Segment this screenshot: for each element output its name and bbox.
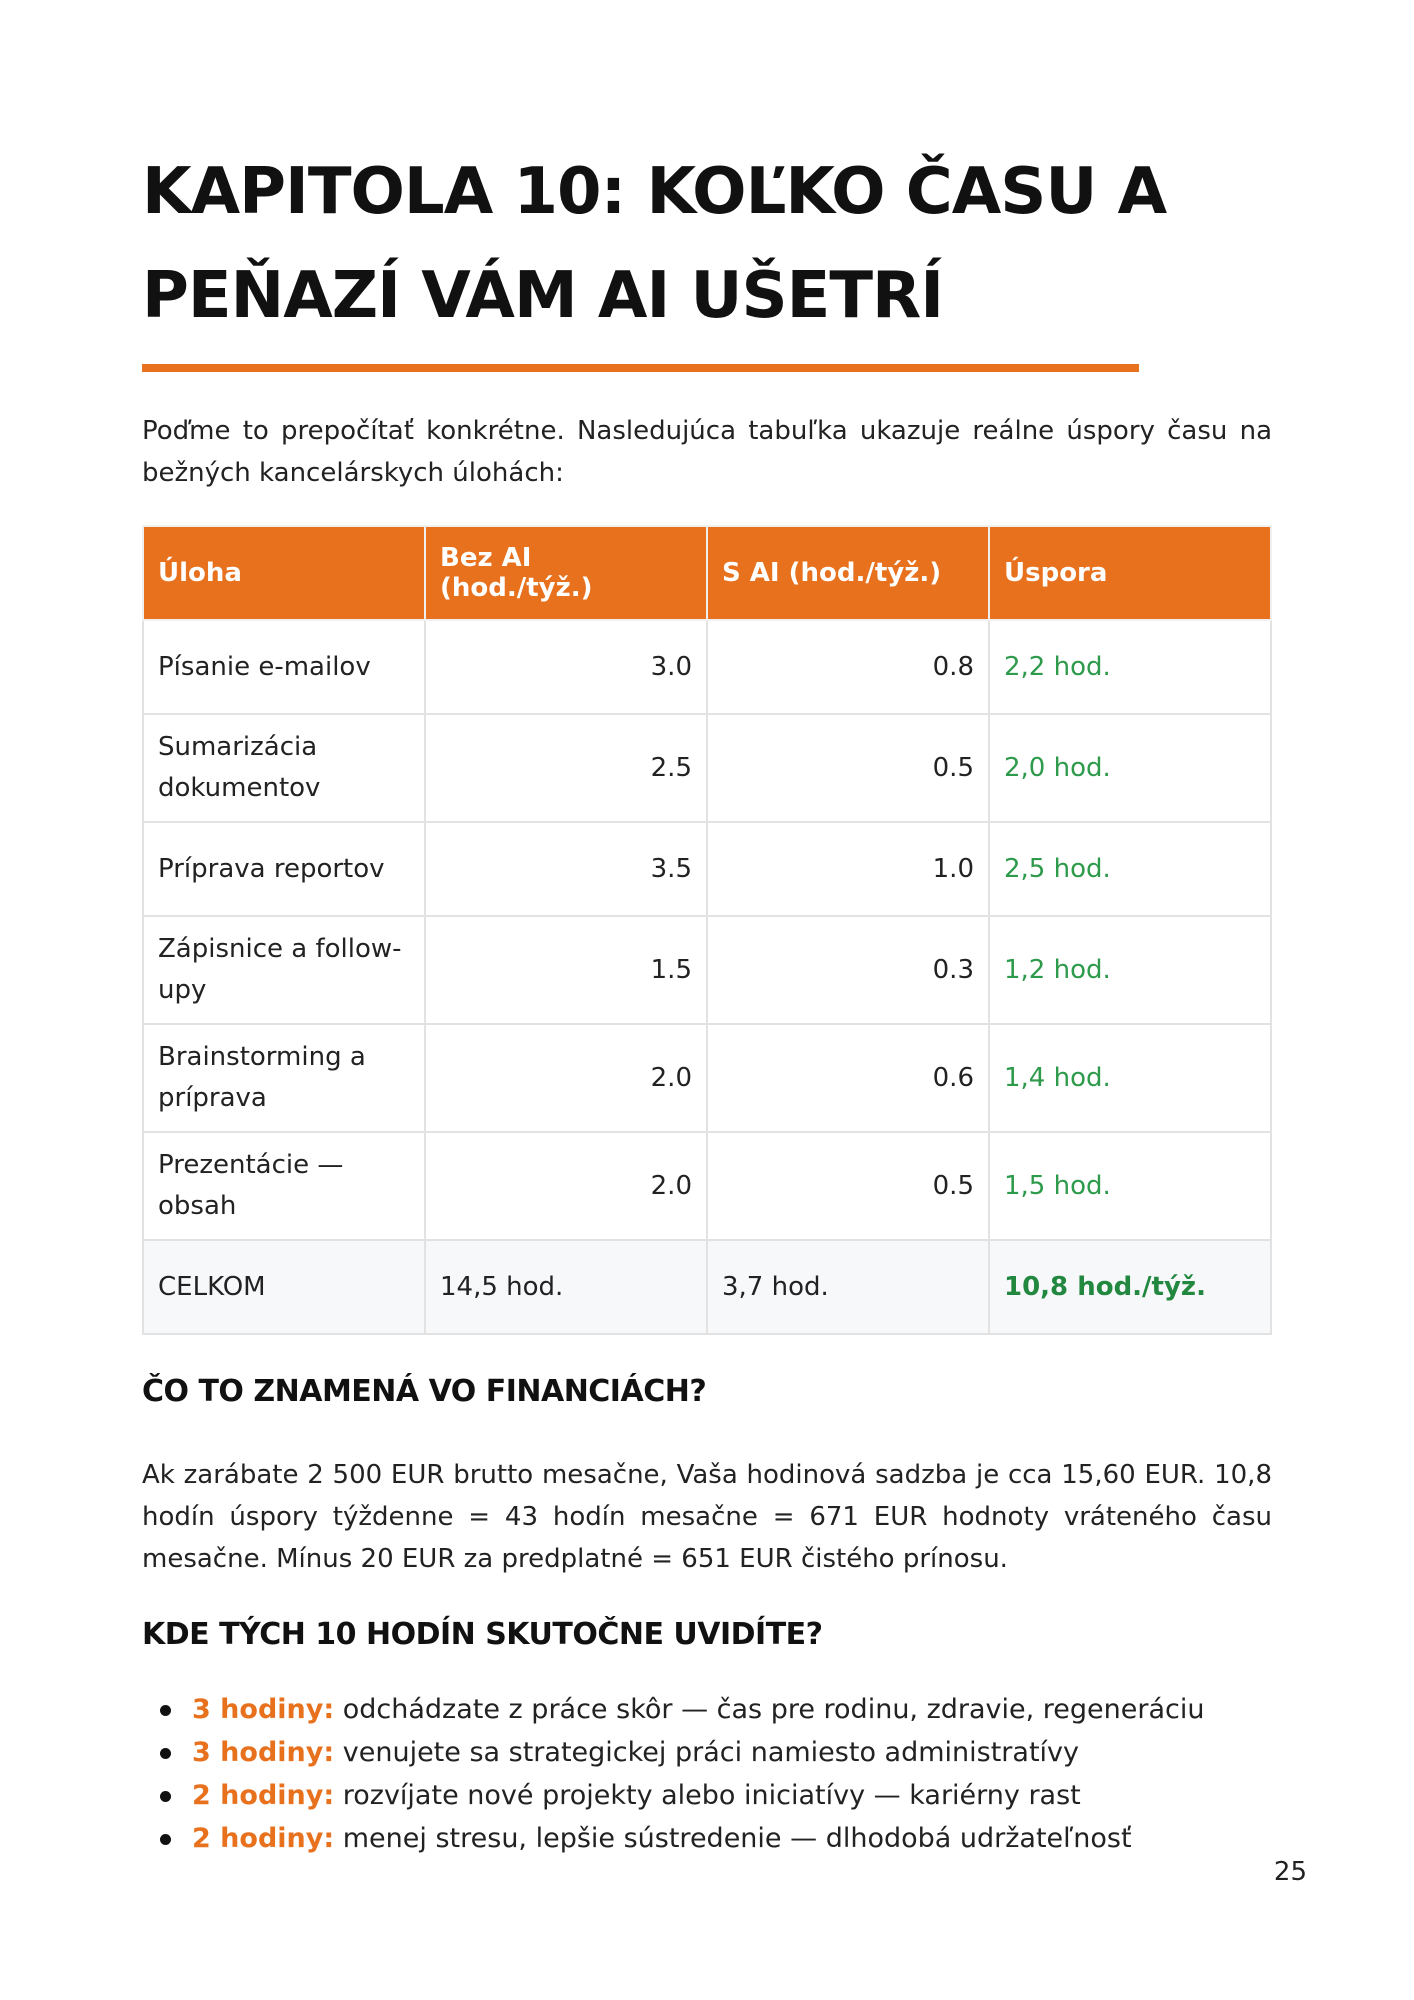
total-saving: 10,8 hod./týž. xyxy=(989,1240,1271,1334)
bullet-icon xyxy=(160,1791,171,1802)
total-with-ai: 3,7 hod. xyxy=(707,1240,989,1334)
page-number: 25 xyxy=(1273,1857,1307,1887)
cell-without-ai: 2.5 xyxy=(425,714,707,822)
cell-saving: 1,2 hod. xyxy=(989,916,1271,1024)
list-item xyxy=(192,1774,1205,1817)
finance-heading: ČO TO ZNAMENÁ VO FINANCIÁCH? xyxy=(142,1374,707,1409)
cell-task: Brainstorming a príprava xyxy=(143,1024,425,1132)
chapter-title-line1: KAPITOLA 10: KOĽKO ČASU A xyxy=(142,155,1167,229)
hours-label: 3 hodiny: xyxy=(192,1694,335,1725)
table-row xyxy=(143,620,1271,714)
chapter-title xyxy=(142,140,1272,348)
table-row xyxy=(143,916,1271,1024)
where-heading: KDE TÝCH 10 HODÍN SKUTOČNE UVIDÍTE? xyxy=(142,1617,823,1652)
item-text: venujete sa strategickej práci namiesto administratívy xyxy=(334,1737,1079,1768)
cell-task: Zápisnice a follow-upy xyxy=(143,916,425,1024)
list-item xyxy=(192,1817,1205,1860)
cell-task: Písanie e-mailov xyxy=(143,620,425,714)
bullet-icon xyxy=(160,1834,171,1845)
bullet-icon xyxy=(160,1705,171,1716)
total-without-ai: 14,5 hod. xyxy=(425,1240,707,1334)
hours-label: 2 hodiny: xyxy=(192,1823,335,1854)
table-row xyxy=(143,822,1271,916)
item-text: odchádzate z práce skôr — čas pre rodinu, zdravie, regeneráciu xyxy=(334,1694,1205,1725)
hours-label: 3 hodiny: xyxy=(192,1737,335,1768)
table-header-row xyxy=(143,526,1271,620)
item-text: menej stresu, lepšie sústredenie — dlhodobá udržateľnosť xyxy=(334,1823,1132,1854)
cell-without-ai: 2.0 xyxy=(425,1024,707,1132)
chapter-title-line2: PEŇAZÍ VÁM AI UŠETRÍ xyxy=(142,259,944,333)
header-with-ai: S AI (hod./týž.) xyxy=(707,526,989,620)
cell-with-ai: 0.5 xyxy=(707,1132,989,1240)
cell-with-ai: 0.3 xyxy=(707,916,989,1024)
bullet-icon xyxy=(160,1748,171,1759)
cell-saving: 1,4 hod. xyxy=(989,1024,1271,1132)
list-item xyxy=(192,1688,1205,1731)
intro-paragraph: Poďme to prepočítať konkrétne. Nasledujúca tabuľka ukazuje reálne úspory času na bežných kancelárskych úlohách: xyxy=(142,416,1272,488)
header-saving: Úspora xyxy=(989,526,1271,620)
cell-saving: 2,2 hod. xyxy=(989,620,1271,714)
cell-saving: 1,5 hod. xyxy=(989,1132,1271,1240)
title-divider xyxy=(142,364,1139,372)
table-row xyxy=(143,1132,1271,1240)
cell-task: Sumarizácia dokumentov xyxy=(143,714,425,822)
cell-without-ai: 2.0 xyxy=(425,1132,707,1240)
cell-with-ai: 1.0 xyxy=(707,822,989,916)
cell-saving: 2,0 hod. xyxy=(989,714,1271,822)
savings-table xyxy=(142,525,1272,1335)
finance-paragraph: Ak zarábate 2 500 EUR brutto mesačne, Vaša hodinová sadzba je cca 15,60 EUR. 10,8 hodín úspory týždenne = 43 hodín mesačne = 671 EUR hodnoty vráteného času mesačne. Mínus 20 EUR za predplatné = 651 EUR čistého prínosu. xyxy=(142,1460,1272,1574)
list-item xyxy=(192,1731,1205,1774)
table-row xyxy=(143,714,1271,822)
cell-with-ai: 0.8 xyxy=(707,620,989,714)
header-without-ai: Bez AI (hod./týž.) xyxy=(425,526,707,620)
cell-without-ai: 3.0 xyxy=(425,620,707,714)
table-total-row xyxy=(143,1240,1271,1334)
cell-task: Príprava reportov xyxy=(143,822,425,916)
cell-without-ai: 3.5 xyxy=(425,822,707,916)
cell-task: Prezentácie — obsah xyxy=(143,1132,425,1240)
item-text: rozvíjate nové projekty alebo iniciatívy — kariérny rast xyxy=(334,1780,1081,1811)
cell-without-ai: 1.5 xyxy=(425,916,707,1024)
hours-list xyxy=(142,1688,1205,1860)
hours-label: 2 hodiny: xyxy=(192,1780,335,1811)
header-task: Úloha xyxy=(143,526,425,620)
total-label: CELKOM xyxy=(143,1240,425,1334)
cell-with-ai: 0.5 xyxy=(707,714,989,822)
table-row xyxy=(143,1024,1271,1132)
cell-saving: 2,5 hod. xyxy=(989,822,1271,916)
cell-with-ai: 0.6 xyxy=(707,1024,989,1132)
